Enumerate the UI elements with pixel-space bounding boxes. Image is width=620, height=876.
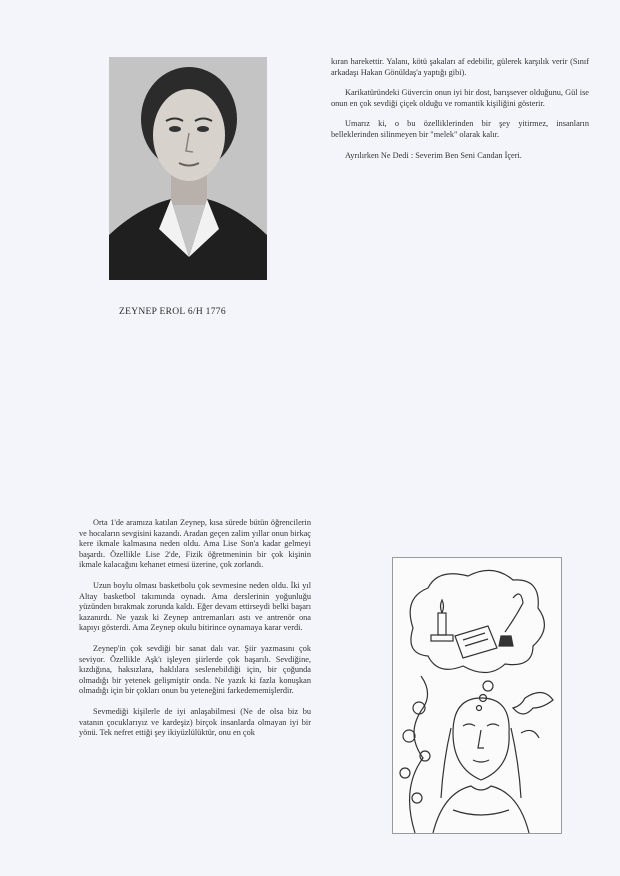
paragraph: Ayrılırken Ne Dedi : Severim Ben Seni Candan İçeri. [345,150,522,160]
paragraph: Uzun boylu olması basketbolu çok sevmesine neden oldu. İki yıl Altay basketbol takımında oynadı. Ama derslerinin yoğunluğu yüzünden bırakmak zorunda kaldı. Eğer devam ettirseydi belki başarı kazanırdı. Ne yazık ki Zeynep antremanları astı ve antrenör ona kapıyı gösterdi. Ama Zeynep okulu bitirince oynamaya karar verdi. [79,580,311,633]
text-column-right [331,57,589,171]
paragraph: Orta 1'de aramıza katılan Zeynep, kısa sürede bütün öğrencilerin ve hocaların sevgisini kazandı. Aradan geçen zalim yıllar onun birkaç kere ikmale kalmasına neden oldu. Ama Lise Son'a kadar gelmeyi başardı. Özellikle Lise 2'de, Fizik öğretmeninin bir çok kişinin ikmale kalacağını kehanet etmesi üzerine, çok zorlandı. [79,518,311,570]
paragraph: Zeynep'in çok sevdiği bir sanat dalı var. Şiir yazmasını çok seviyor. Özellikle Aşk'ı işleyen şiirlerde çok başarılı. Sevdiğine, kızdığına, haksızlara, haklılara seslenebildiği için, bir çoğunda olmadığı bir yetenek gelişmiştir onda. Ne yazık ki fazla konuşkan olmadığı için bir çokları onun bu yeteneğini farkedememişlerdir. [79,643,311,696]
paragraph: Umarız ki, o bu özelliklerinden bir şey yitirmez, insanların belleklerinden silinmeyen bir "melek" olarak kalır. [331,119,589,139]
paragraph: kıran harekettir. Yalanı, kötü şakaları af edebilir, gülerek karşılık verir (Sınıf arkadaşı Hakan Gönüldaş'a yaptığı gibi). [331,57,589,77]
student-portrait-photo [109,57,267,280]
student-caption: ZEYNEP EROL 6/H 1776 [119,307,226,317]
caricature-drawing [392,557,562,834]
portrait-drawing [109,57,267,280]
caricature-sketch [393,558,561,833]
paragraph: Sevmediği kişilerle de iyi anlaşabilmesi (Ne de olsa biz bu vatanın çocuklarıyız ve kardeşiz) birçok insanlarda olmayan iyi bir yönü. Tek nefret ettiği şey ikiyüzlülüktür, onu en çok [79,706,311,738]
text-column-left [79,518,311,749]
paragraph: Karikatüründeki Güvercin onun iyi bir dost, barışsever olduğunu, Gül ise onun en çok sevdiği çiçek olduğu ve romantik kişiliğini gösterir. [331,88,589,108]
